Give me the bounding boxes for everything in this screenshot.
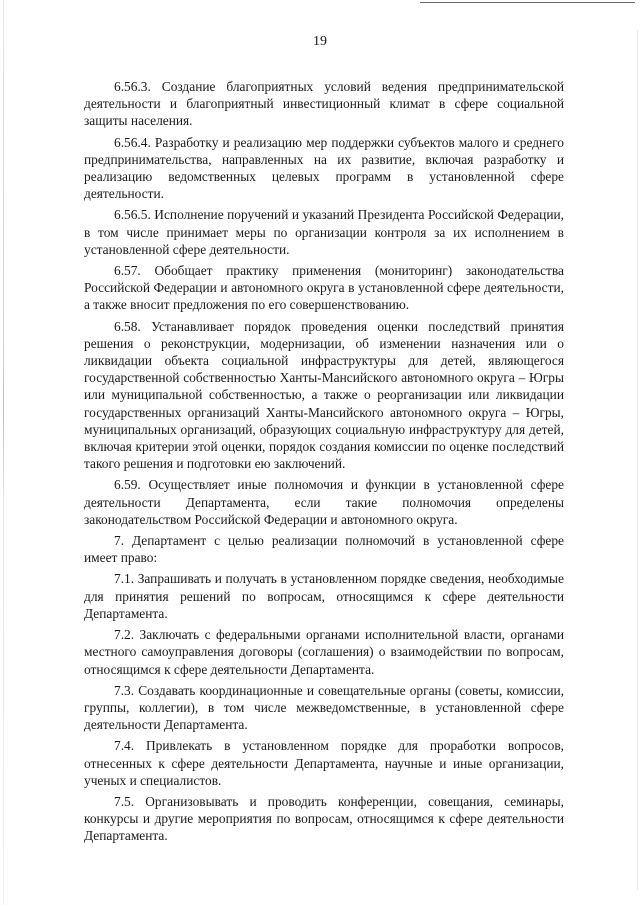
scan-left-margin-shadow — [3, 0, 4, 905]
paragraph-6-56-4: 6.56.4. Разработку и реализацию мер поддержки субъектов малого и среднего предпринимательства, направленных на их развитие, включая разработку и реализацию ведомственных целевых программ в установленной сфере деятельности. — [84, 134, 564, 202]
document-body — [84, 78, 564, 849]
paragraph-7-1: 7.1. Запрашивать и получать в установленном порядке сведения, необходимые для принятия решений по вопросам, относящимся к сфере деятельности Департамента. — [84, 571, 564, 621]
paragraph-7-5: 7.5. Организовывать и проводить конференции, совещания, семинары, конкурсы и другие мероприятия по вопросам, относящимся к сфере деятельности Департамента. — [84, 793, 564, 844]
paragraph-7: 7. Департамент с целью реализации полномочий в установленной сфере имеет право: — [84, 533, 564, 566]
scan-top-border — [420, 2, 635, 3]
paragraph-6-56-3: 6.56.3. Создание благоприятных условий ведения предпринимательской деятельности и благоприятный инвестиционный климат в сфере социальной защиты населения. — [84, 79, 564, 129]
paragraph-7-2: 7.2. Заключать с федеральными органами исполнительной власти, органами местного самоуправления договоры (соглашения) о взаимодействии по вопросам, относящимся к сфере деятельности Департамента. — [84, 627, 564, 677]
scan-right-margin-shadow — [637, 30, 638, 890]
paragraph-7-3: 7.3. Создавать координационные и совещательные органы (советы, комиссии, группы, коллегии), в том числе межведомственные, в установленной сфере деятельности Департамента. — [84, 682, 564, 733]
paragraph-6-57: 6.57. Обобщает практику применения (мониторинг) законодательства Российской Федерации и автономного округа в установленной сфере деятельности, а также вносит предложения по его совершенствованию. — [84, 263, 564, 313]
paragraph-7-4: 7.4. Привлекать в установленном порядке для проработки вопросов, отнесенных к сфере деятельности Департамента, научные и иные организации, ученых и специалистов. — [84, 738, 564, 788]
paragraph-6-56-5: 6.56.5. Исполнение поручений и указаний Президента Российской Федерации, в том числе принимает меры по организации контроля за их исполнением в установленной сфере деятельности. — [84, 207, 564, 257]
paragraph-6-58: 6.58. Устанавливает порядок проведения оценки последствий принятия решения о реконструкции, модернизации, об изменении назначения или о ликвидации объекта социальной инфраструктуры для детей, являющегося государственной собственностью Ханты-Мансийского автономного округа – Югры или муниципальной собственностью, а также о реорганизации или ликвидации государственных организаций Ханты-Мансийского автономного округа – Югры, муниципальных организаций, образующих социальную инфраструктуру для детей, включая критерии этой оценки, порядок создания комиссии по оценке последствий такого решения и подготовки ею заключений. — [84, 318, 564, 472]
page-number: 19 — [313, 34, 327, 49]
paragraph-6-59: 6.59. Осуществляет иные полномочия и функции в установленной сфере деятельности Департамента, если такие полномочия определены законодательством Российской Федерации и автономного округа. — [84, 477, 564, 527]
